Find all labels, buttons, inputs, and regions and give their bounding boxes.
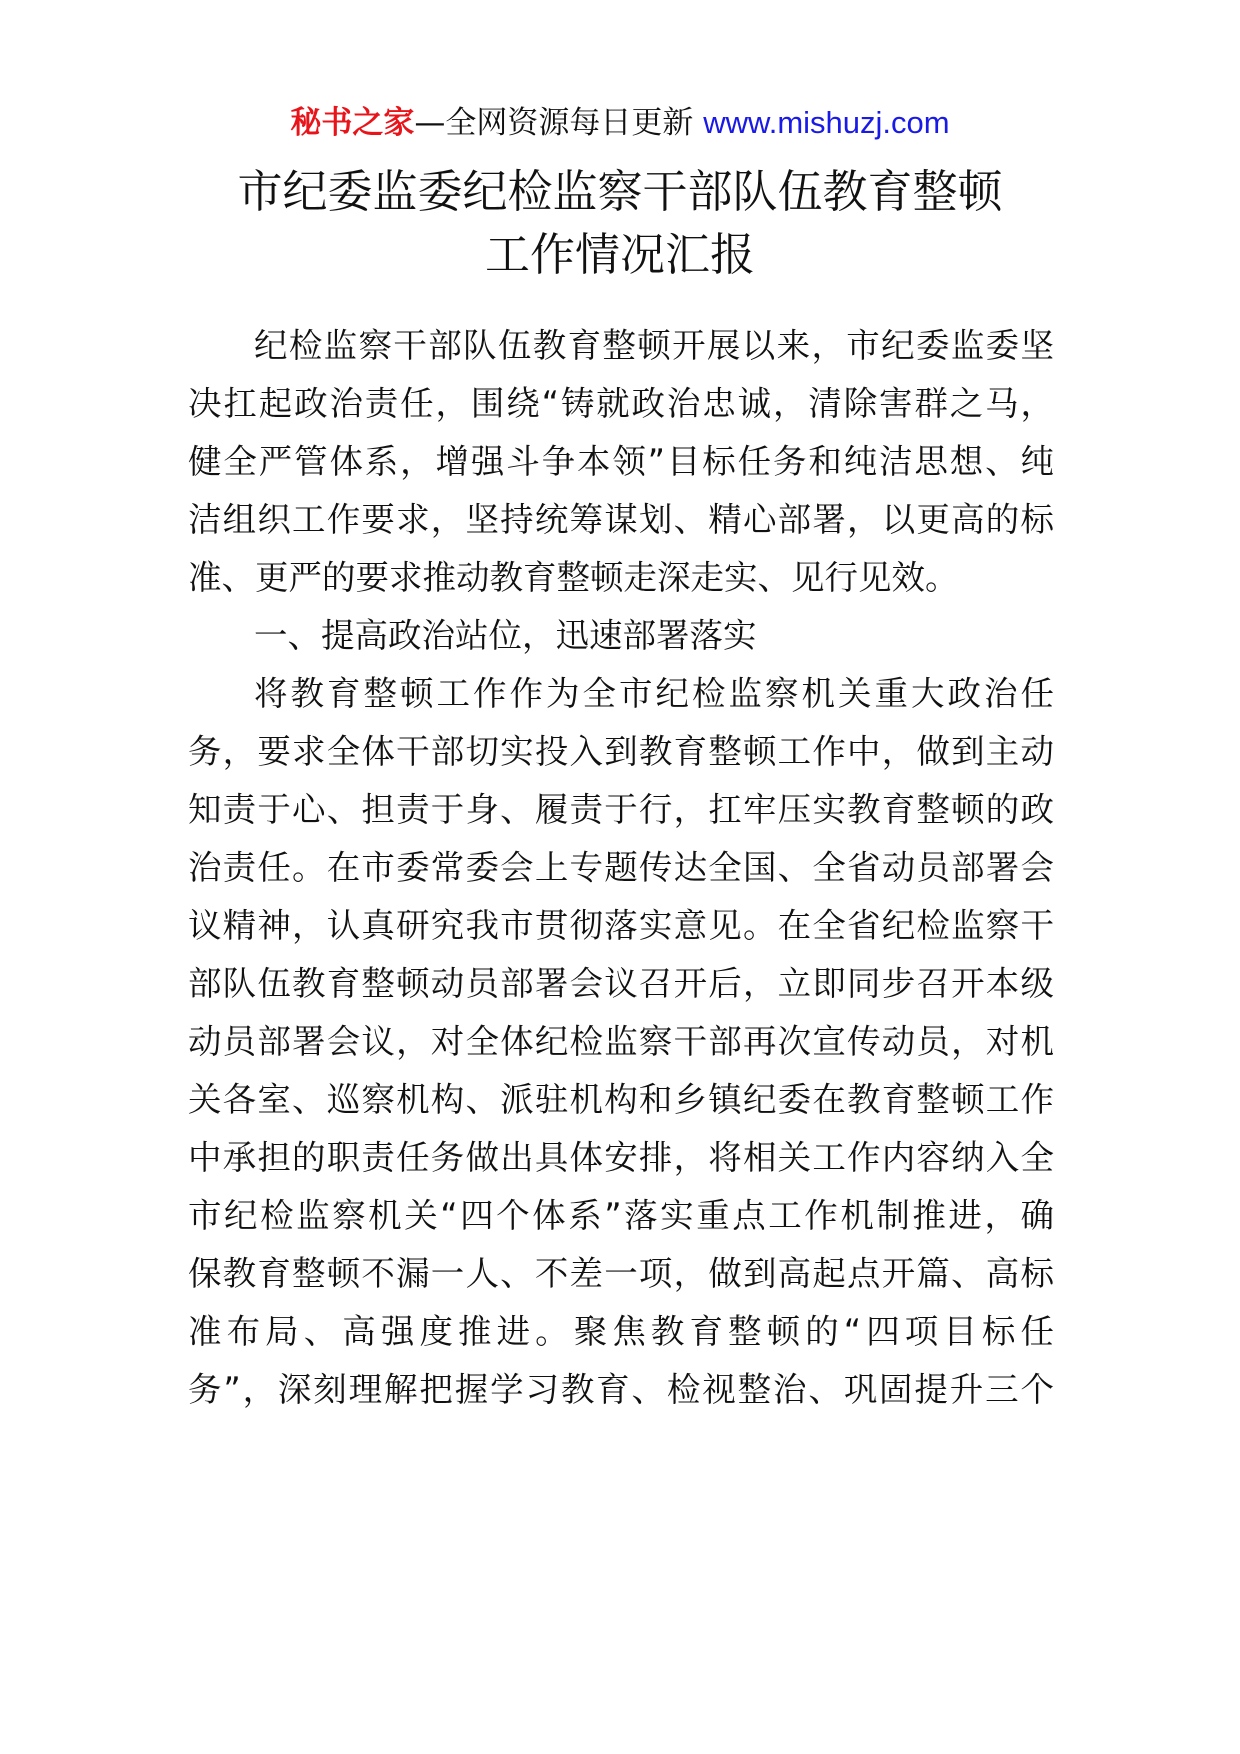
paragraph-line: 关各室、巡察机构、派驻机构和乡镇纪委在教育整顿工作 xyxy=(188,1080,1054,1119)
paragraph-line: 务”，深刻理解把握学习教育、检视整治、巩固提升三个 xyxy=(188,1370,1054,1409)
paragraph-line: 准布局、高强度推进。聚焦教育整顿的“四项目标任 xyxy=(188,1312,1054,1351)
site-url-link[interactable]: www.mishuzj.com xyxy=(703,105,950,140)
paragraph-line: 务，要求全体干部切实投入到教育整顿工作中，做到主动 xyxy=(188,732,1054,771)
paragraph-line: 动员部署会议，对全体纪检监察干部再次宣传动员，对机 xyxy=(188,1022,1054,1061)
paragraph-line: 准、更严的要求推动教育整顿走深走实、见行见效。 xyxy=(188,558,959,597)
paragraph-line: 治责任。在市委常委会上专题传达全国、全省动员部署会 xyxy=(188,848,1054,887)
paragraph-line: 中承担的职责任务做出具体安排，将相关工作内容纳入全 xyxy=(188,1138,1054,1177)
paragraph-line: 洁组织工作要求，坚持统筹谋划、精心部署，以更高的标 xyxy=(188,500,1054,539)
paragraph-line: 知责于心、担责于身、履责于行，扛牢压实教育整顿的政 xyxy=(188,790,1054,829)
section-heading: 一、提高政治站位，迅速部署落实 xyxy=(254,616,757,655)
paragraph-line: 议精神，认真研究我市贯彻落实意见。在全省纪检监察干 xyxy=(188,906,1054,945)
document-title-line-2: 工作情况汇报 xyxy=(484,228,755,281)
paragraph-line: 纪检监察干部队伍教育整顿开展以来，市纪委监委坚 xyxy=(254,326,1054,365)
document-title-line-1: 市纪委监委纪检监察干部队伍教育整顿 xyxy=(237,165,1003,218)
paragraph-line: 市纪检监察机关“四个体系”落实重点工作机制推进，确 xyxy=(188,1196,1054,1235)
tagline: —全网资源每日更新 xyxy=(414,105,694,141)
paragraph-line: 将教育整顿工作作为全市纪检监察机关重大政治任 xyxy=(254,674,1054,713)
paragraph-line: 健全严管体系，增强斗争本领”目标任务和纯洁思想、纯 xyxy=(188,442,1054,481)
paragraph-line: 保教育整顿不漏一人、不差一项，做到高起点开篇、高标 xyxy=(188,1254,1054,1293)
header-banner xyxy=(0,103,1240,143)
paragraph-line: 部队伍教育整顿动员部署会议召开后，立即同步召开本级 xyxy=(188,964,1054,1003)
brand-name: 秘书之家 xyxy=(290,105,415,141)
paragraph-line: 决扛起政治责任，围绕“铸就政治忠诚，清除害群之马， xyxy=(188,384,1054,423)
